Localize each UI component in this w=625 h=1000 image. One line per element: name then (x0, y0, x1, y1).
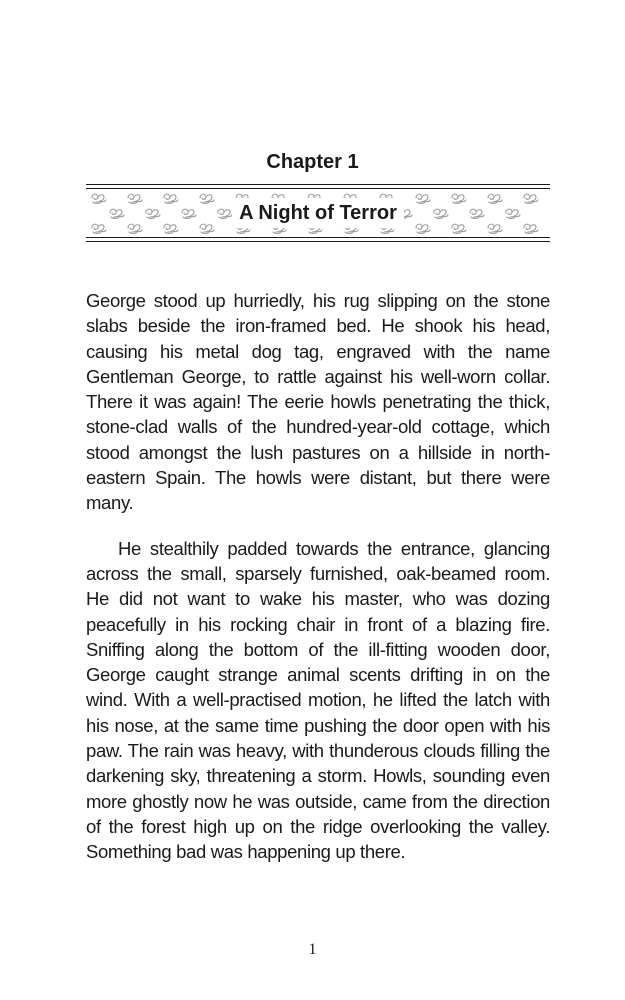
banner-bottom-rule (86, 241, 550, 242)
chapter-body (86, 288, 550, 865)
body-paragraph-1: George stood up hurriedly, his rug slipping on the stone slabs beside the iron-framed bed. He shook his head, causing his metal dog tag, engraved with the name Gentleman George, to rattle against his well-worn collar. There it was again! The eerie howls penetrating the thick, stone-clad walls of the hundred-year-old cottage, which stood amongst the lush pastures on a hillside in north-eastern Spain. The howls were distant, but there were many. (86, 290, 550, 514)
chapter-label: Chapter 1 (266, 151, 359, 173)
page-number: 1 (308, 941, 317, 958)
chapter-title-banner (86, 184, 550, 242)
banner-bottom-inner-rule (86, 237, 550, 238)
chapter-title: A Night of Terror (232, 198, 404, 228)
body-paragraph-2: He stealthily padded towards the entrance, glancing across the small, sparsely furnished, oak-beamed room. He did not want to wake his master, who was dozing peacefully in his rocking chair in front of a blazing fire. Sniffing along the bottom of the ill-fitting wooden door, George caught strange animal scents drifting in on the wind. With a well-practised motion, he lifted the latch with his nose, at the same time pushing the door open with his paw. The rain was heavy, with thunderous clouds filling the darkening sky, threatening a storm. Howls, sounding even more ghostly now he was outside, came from the direction of the forest high up on the ridge overlooking the valley. Something bad was happening up there. (86, 537, 550, 863)
banner-top-rule (86, 184, 550, 185)
banner-top-inner-rule (86, 188, 550, 189)
